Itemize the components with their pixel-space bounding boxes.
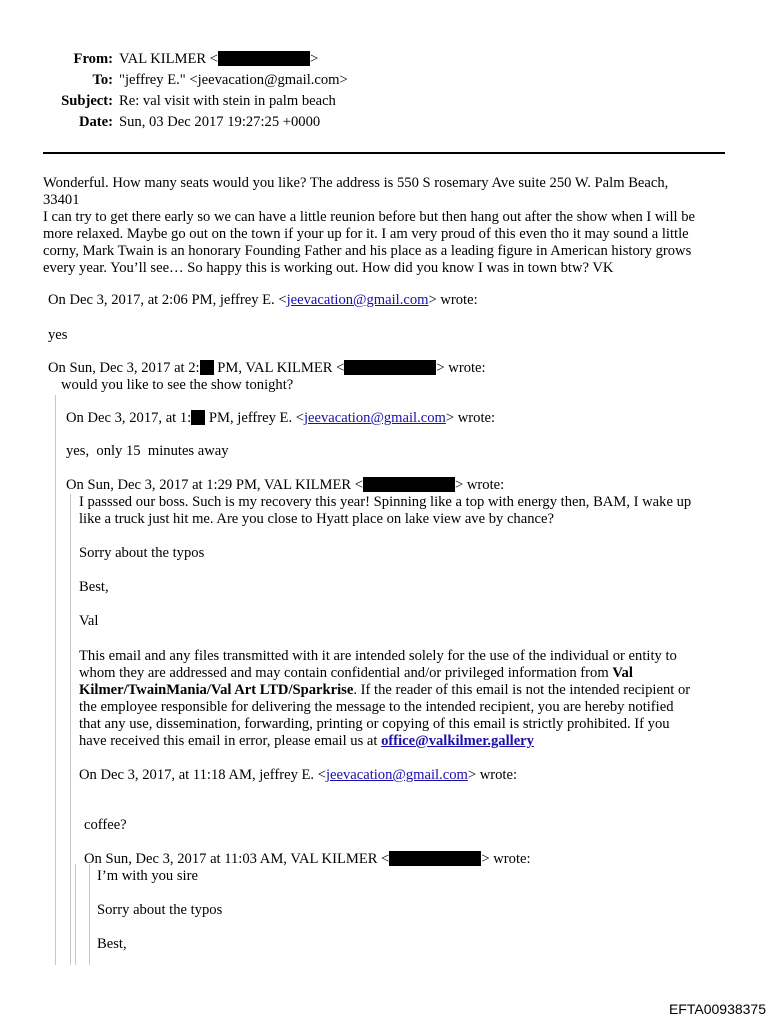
quote-attribution: On Dec 3, 2017, at 11:18 AM, jeffrey E. <jeevacation@gmail.com> wrote: [79,767,518,783]
quote-reply: coffee? [84,817,127,833]
signoff: Best, [97,936,127,952]
quote-bar [75,864,76,965]
body-line: 33401 [43,192,80,208]
from-label: From: [73,51,113,67]
quote-bar [89,864,90,965]
date-label: Date: [78,114,113,130]
quote-bar [70,494,71,965]
redaction-box [389,851,481,866]
quote-line: like a truck just hit me. Are you close to Hyatt place on lake view ave by chance? [79,511,554,527]
quote-reply: yes, only 15 minutes away [66,443,229,459]
redaction-box [191,410,205,425]
quote-attribution: On Sun, Dec 3, 2017 at 1:29 PM, VAL KILMER < > wrote: [66,477,505,493]
email-link[interactable]: jeevacation@gmail.com [325,767,468,783]
body-line: I can try to get there early so we can have a little reunion before but then hang out after the show when I will be [43,209,696,225]
quote-reply: yes [48,327,68,343]
quote-attribution: On Sun, Dec 3, 2017 at 11:03 AM, VAL KILMER < > wrote: [84,851,531,867]
quote-attribution: On Dec 3, 2017, at 2:06 PM, jeffrey E. <jeevacation@gmail.com> wrote: [48,292,478,308]
signoff: Best, [79,579,109,595]
quote-line: I’m with you sire [97,868,198,884]
signature: Val [79,613,99,629]
redaction-box [363,477,455,492]
redaction-box [200,360,214,375]
to-value: "jeffrey E." <jeevacation@gmail.com> [119,72,348,88]
body-line: more relaxed. Maybe go out on the town if your up for it. I am very proud of this even tho it may sound a little [43,226,689,242]
email-link[interactable]: jeevacation@gmail.com [286,292,429,308]
date-value: Sun, 03 Dec 2017 19:27:25 +0000 [119,114,321,130]
document-id: EFTA00938375 [668,1001,766,1017]
to-label: To: [92,72,113,88]
from-value: VAL KILMER < > [119,51,319,67]
email-link[interactable]: jeevacation@gmail.com [304,410,446,426]
redaction-box [344,360,436,375]
body-line: corny, Mark Twain is an honorary Founding Father and his place as a leading figure in American history grows [43,243,692,259]
from-name: VAL KILMER < [119,51,219,67]
typos-note: Sorry about the typos [79,545,205,561]
body-line: every year. You’ll see… So happy this is working out. How did you know I was in town btw? VK [43,260,614,276]
body-line: Wonderful. How many seats would you like? The address is 550 S rosemary Ave suite 250 W. Palm Beach, [43,175,669,191]
quote-attribution: On Dec 3, 2017, at 1: PM, jeffrey E. <jeevacation@gmail.com> wrote: [66,410,496,426]
typos-note: Sorry about the typos [97,902,223,918]
quote-line: I passsed our boss. Such is my recovery this year! Spinning like a top with energy then, BAM, I wake up [79,494,692,510]
redaction-box [218,51,310,66]
office-email-link[interactable]: office@valkilmer.gallery [381,733,534,749]
quote-bar [55,395,56,965]
quote-attribution: On Sun, Dec 3, 2017 at 2: PM, VAL KILMER < > wrote: [48,360,486,376]
header-divider [43,152,725,154]
subject-label: Subject: [61,93,113,109]
subject-value: Re: val visit with stein in palm beach [119,93,336,109]
quote-reply: would you like to see the show tonight? [61,377,294,393]
